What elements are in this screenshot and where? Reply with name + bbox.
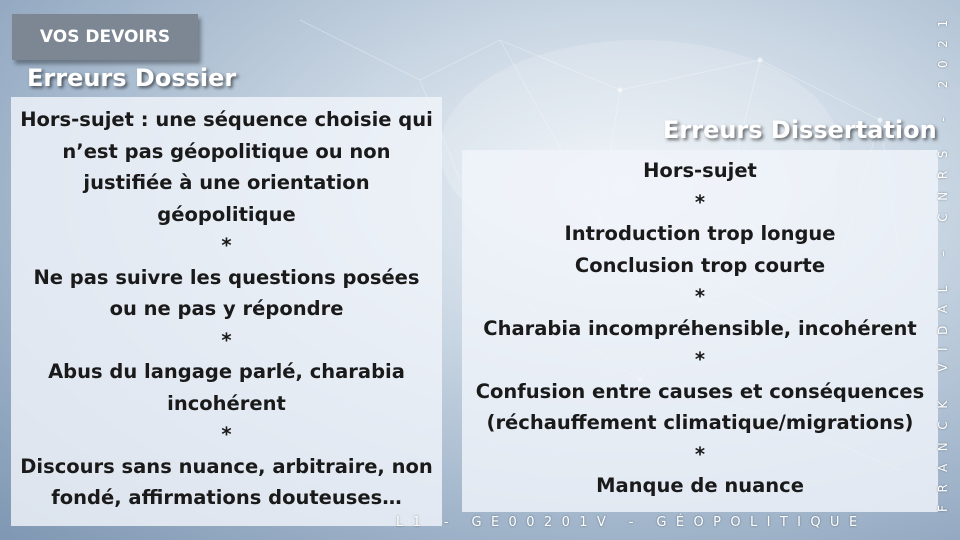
- dossier-line: n’est pas géopolitique ou non: [62, 139, 391, 163]
- separator-asterisk: *: [221, 328, 232, 352]
- dissertation-line: Charabia incompréhensible, incohérent: [483, 316, 917, 340]
- section-tag: [12, 14, 198, 60]
- dossier-line: Hors-sujet : une séquence choisie qui: [20, 108, 433, 131]
- dossier-line: ou ne pas y répondre: [109, 297, 344, 320]
- separator-asterisk: *: [694, 348, 706, 371]
- dossier-line: fondé, affirmations douteuses…: [51, 486, 402, 509]
- separator-asterisk: *: [221, 234, 232, 257]
- dossier-line: justifiée à une orientation: [83, 171, 370, 194]
- separator-asterisk: *: [694, 442, 706, 466]
- dossier-line: Abus du langage parlé, charabia: [48, 360, 405, 383]
- dossier-errors-title: Erreurs Dossier: [27, 64, 237, 92]
- separator-asterisk: *: [221, 423, 232, 446]
- author-credit: FRANCK VIDAL – CNRS - 2021: [936, 7, 950, 512]
- dissertation-line: Conclusion trop courte: [574, 253, 826, 277]
- dossier-line: Ne pas suivre les questions posées: [33, 265, 420, 289]
- dissertation-line: Hors-sujet: [643, 159, 757, 182]
- section-tag-label: VOS DEVOIRS: [39, 27, 171, 47]
- dissertation-line: (réchauffement climatique/migrations): [486, 411, 914, 434]
- dossier-line: géopolitique: [157, 202, 296, 226]
- course-footer: L1 - GE00201V - GÉOPOLITIQUE: [396, 515, 867, 530]
- dissertation-line: Introduction trop longue: [564, 222, 836, 245]
- separator-asterisk: *: [694, 190, 706, 214]
- separator-asterisk: *: [694, 285, 706, 308]
- dossier-line: incohérent: [167, 391, 286, 415]
- dissertation-errors-title: Erreurs Dissertation: [663, 116, 937, 144]
- dissertation-line: Confusion entre causes et conséquences: [475, 379, 925, 403]
- dissertation-errors-box: [462, 150, 938, 512]
- dossier-errors-box: [11, 97, 442, 526]
- dissertation-line: Manque de nuance: [596, 474, 804, 497]
- dossier-line: Discours sans nuance, arbitraire, non: [20, 454, 433, 478]
